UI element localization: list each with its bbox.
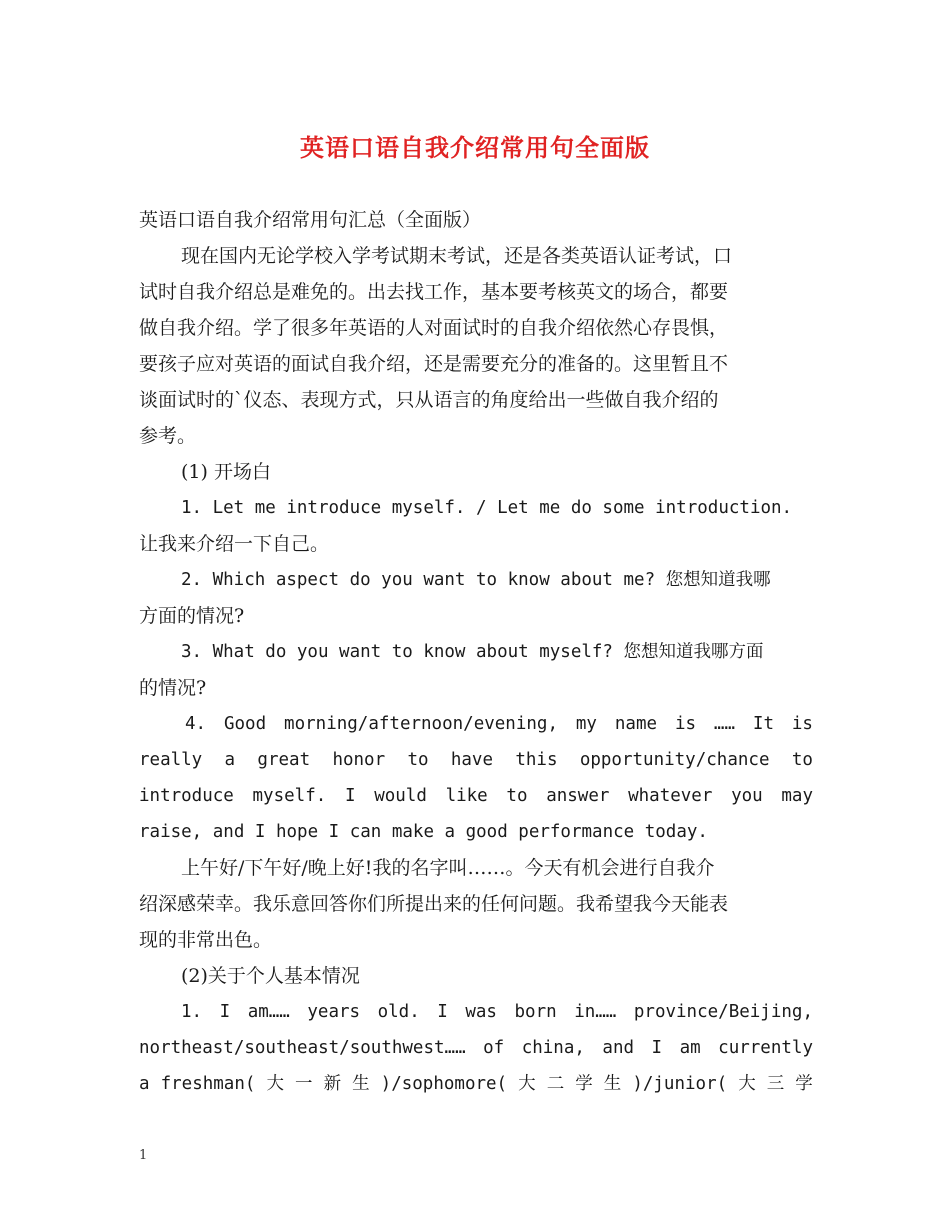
word: morning/afternoon/evening,: [284, 714, 558, 734]
word: my: [575, 714, 597, 734]
section-1-heading: (1) 开场白: [181, 461, 271, 483]
word: 生: [603, 1074, 622, 1094]
word: 大: [738, 1074, 756, 1094]
word: a: [224, 750, 236, 770]
word: 大: [266, 1074, 284, 1094]
item-3-line-2: 的情况?: [139, 677, 207, 699]
word: 生: [352, 1074, 370, 1094]
word: you: [731, 786, 763, 806]
section-2-heading: (2)关于个人基本情况: [181, 965, 360, 987]
word: like: [445, 786, 488, 806]
word: have: [450, 750, 494, 770]
item-2-line-1: 2. Which aspect do you want to know about me? 您想知道我哪: [181, 570, 771, 590]
word: years: [307, 1002, 361, 1022]
word: I: [437, 1002, 448, 1022]
word: myself.: [252, 786, 327, 806]
word: of: [483, 1038, 505, 1058]
s2-item-1-line-3: [139, 1066, 813, 1102]
word: really: [139, 750, 203, 770]
item-1-line-2: 让我来介绍一下自己。: [139, 533, 330, 555]
document-title: 英语口语自我介绍常用句全面版: [300, 134, 650, 162]
word: to: [407, 750, 429, 770]
word: may: [781, 786, 813, 806]
word: am……: [247, 1002, 290, 1022]
word: china,: [521, 1038, 585, 1058]
intro-line-2: 试时自我介绍总是难免的。出去找工作，基本要考核英文的场合，都要: [139, 281, 729, 303]
word: would: [374, 786, 427, 806]
word: 一: [295, 1074, 313, 1094]
word: born: [514, 1002, 557, 1022]
word: to: [791, 750, 813, 770]
word: old.: [377, 1002, 420, 1022]
word: introduce: [139, 786, 234, 806]
word: 二: [546, 1074, 565, 1094]
document-body: [139, 202, 813, 1102]
item-4-cn-line-3: 现的非常出色。: [139, 929, 273, 951]
word: ……: [713, 714, 735, 734]
word: Good: [223, 714, 267, 734]
word: 大: [518, 1074, 536, 1094]
intro-line-4: 要孩子应对英语的面试自我介绍，还是需要充分的准备的。这里暂且不: [139, 353, 729, 375]
word: 1.: [181, 1002, 203, 1022]
word: I: [219, 1002, 231, 1022]
item-1-line-1: 1. Let me introduce myself. / Let me do some introduction.: [181, 498, 793, 518]
word: province/Beijing,: [633, 1002, 813, 1022]
word: great: [257, 750, 311, 770]
item-4-line-2: [139, 742, 813, 778]
page-number: 1: [139, 1148, 148, 1163]
word: honor: [332, 750, 386, 770]
word: and: [602, 1038, 635, 1058]
s2-item-1-line-1: [139, 994, 813, 1030]
word: opportunity/chance: [579, 750, 770, 770]
word: a: [139, 1074, 150, 1094]
word: I: [651, 1038, 663, 1058]
word: this: [515, 750, 558, 770]
word: to: [506, 786, 528, 806]
word: )/sophomore(: [380, 1074, 508, 1094]
item-4-line-1: [139, 706, 813, 742]
word: is: [791, 714, 813, 734]
item-4-line-4: raise, and I hope I can make a good performance today.: [139, 822, 708, 842]
word: name: [614, 714, 658, 734]
s2-item-1-line-2: [139, 1030, 813, 1066]
word: 学: [575, 1074, 593, 1094]
intro-line-5: 谈面试时的`仪态、表现方式，只从语言的角度给出一些做自我介绍的: [139, 389, 719, 411]
word: It: [752, 714, 774, 734]
word: was: [465, 1002, 497, 1022]
word: is: [674, 714, 697, 734]
item-3-line-1: 3. What do you want to know about myself? 您想知道我哪方面: [181, 642, 764, 662]
word: in……: [574, 1002, 617, 1022]
item-4-cn-line-1: 上午好/下午好/晚上好!我的名字叫……。今天有机会进行自我介: [181, 857, 715, 879]
item-4-cn-line-2: 绍深感荣幸。我乐意回答你们所提出来的任何问题。我希望我今天能表: [139, 893, 729, 915]
word: 学: [795, 1074, 813, 1094]
intro-line-6: 参考。: [139, 425, 197, 447]
document-subtitle: 英语口语自我介绍常用句汇总（全面版）: [139, 209, 482, 231]
word: am: [679, 1038, 701, 1058]
intro-line-1: 现在国内无论学校入学考试期末考试，还是各类英语认证考试，口: [181, 245, 733, 267]
word: 三: [766, 1074, 785, 1094]
word: I: [344, 786, 356, 806]
intro-line-3: 做自我介绍。学了很多年英语的人对面试时的自我介绍依然心存畏惧，: [139, 317, 729, 339]
word: 4.: [185, 714, 207, 734]
item-4-line-3: [139, 778, 813, 814]
word: currently: [718, 1038, 813, 1058]
word: freshman(: [160, 1074, 256, 1094]
word: answer: [546, 786, 610, 806]
word: whatever: [628, 786, 713, 806]
item-2-line-2: 方面的情况?: [139, 605, 245, 627]
word: )/junior(: [632, 1074, 728, 1094]
word: northeast/southeast/southwest……: [139, 1038, 466, 1058]
word: 新: [323, 1074, 342, 1094]
